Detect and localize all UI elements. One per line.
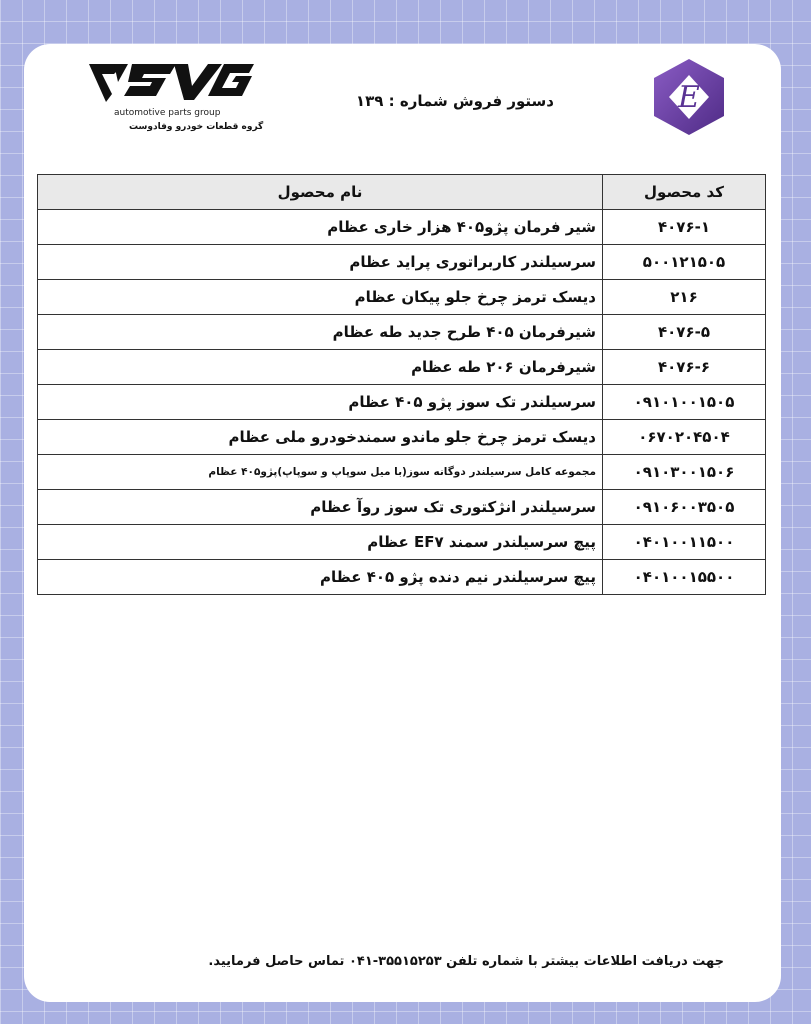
product-name: سرسیلندر تک سوز پژو ۴۰۵ عظام	[38, 385, 603, 420]
products-table	[37, 174, 766, 595]
page-title: دستور فروش شماره : ۱۳۹	[355, 92, 554, 110]
brand-persian-name: گروه قطعات خودرو وفادوست	[129, 122, 264, 132]
product-code: ۰۹۱۰۱۰۰۱۵۰۵	[603, 385, 766, 420]
product-code: ۵۰۰۱۲۱۵۰۵	[603, 245, 766, 280]
emblem-logo	[649, 57, 729, 137]
product-name: پیچ سرسیلندر سمند EF۷ عظام	[38, 525, 603, 560]
emblem-letter: E	[678, 80, 700, 115]
product-code: ۰۴۰۱۰۰۱۱۵۰۰	[603, 525, 766, 560]
product-name: دیسک ترمز چرخ جلو پیکان عظام	[38, 280, 603, 315]
product-name: مجموعه کامل سرسیلندر دوگانه سوز(با میل سوپاپ و سوپاپ)پژو۴۰۵ عظام	[38, 455, 603, 490]
table-row	[38, 245, 766, 280]
product-code: ۰۴۰۱۰۰۱۵۵۰۰	[603, 560, 766, 595]
product-code: ۴۰۷۶-۶	[603, 350, 766, 385]
product-code: ۰۶۷۰۲۰۴۵۰۴	[603, 420, 766, 455]
table-row	[38, 350, 766, 385]
table-row	[38, 210, 766, 245]
product-name: شیرفرمان ۲۰۶ طه عظام	[38, 350, 603, 385]
price-list-card	[24, 44, 781, 1002]
product-name: شیر فرمان پژو۴۰۵ هزار خاری عظام	[38, 210, 603, 245]
product-name: سرسیلندر کاربراتوری پراید عظام	[38, 245, 603, 280]
product-name: شیرفرمان ۴۰۵ طرح جدید طه عظام	[38, 315, 603, 350]
product-code: ۰۹۱۰۳۰۰۱۵۰۶	[603, 455, 766, 490]
product-name: سرسیلندر انژکتوری تک سوز روآ عظام	[38, 490, 603, 525]
table-row	[38, 490, 766, 525]
brand-logo	[84, 60, 274, 140]
contact-footer: جهت دریافت اطلاعات بیشتر با شماره تلفن ۳۵۵۱۵۲۵۳-۰۴۱ تماس حاصل فرمایید.	[208, 954, 724, 969]
product-name: پیچ سرسیلندر نیم دنده پژو ۴۰۵ عظام	[38, 560, 603, 595]
table-row	[38, 315, 766, 350]
table-row	[38, 525, 766, 560]
table-row	[38, 280, 766, 315]
e-emblem-icon	[649, 57, 729, 137]
product-code: ۲۱۶	[603, 280, 766, 315]
brand-subtitle: automotive parts group	[114, 108, 221, 118]
table-header-row	[38, 175, 766, 210]
table-row	[38, 385, 766, 420]
product-name: دیسک ترمز چرخ جلو ماندو سمندخودرو ملی عظام	[38, 420, 603, 455]
product-code: ۰۹۱۰۶۰۰۳۵۰۵	[603, 490, 766, 525]
column-header-code: کد محصول	[603, 175, 766, 210]
table-row	[38, 560, 766, 595]
svg-logo-icon	[84, 60, 254, 106]
product-code: ۴۰۷۶-۱	[603, 210, 766, 245]
table-row	[38, 455, 766, 490]
table-row	[38, 420, 766, 455]
product-code: ۴۰۷۶-۵	[603, 315, 766, 350]
column-header-name: نام محصول	[38, 175, 603, 210]
